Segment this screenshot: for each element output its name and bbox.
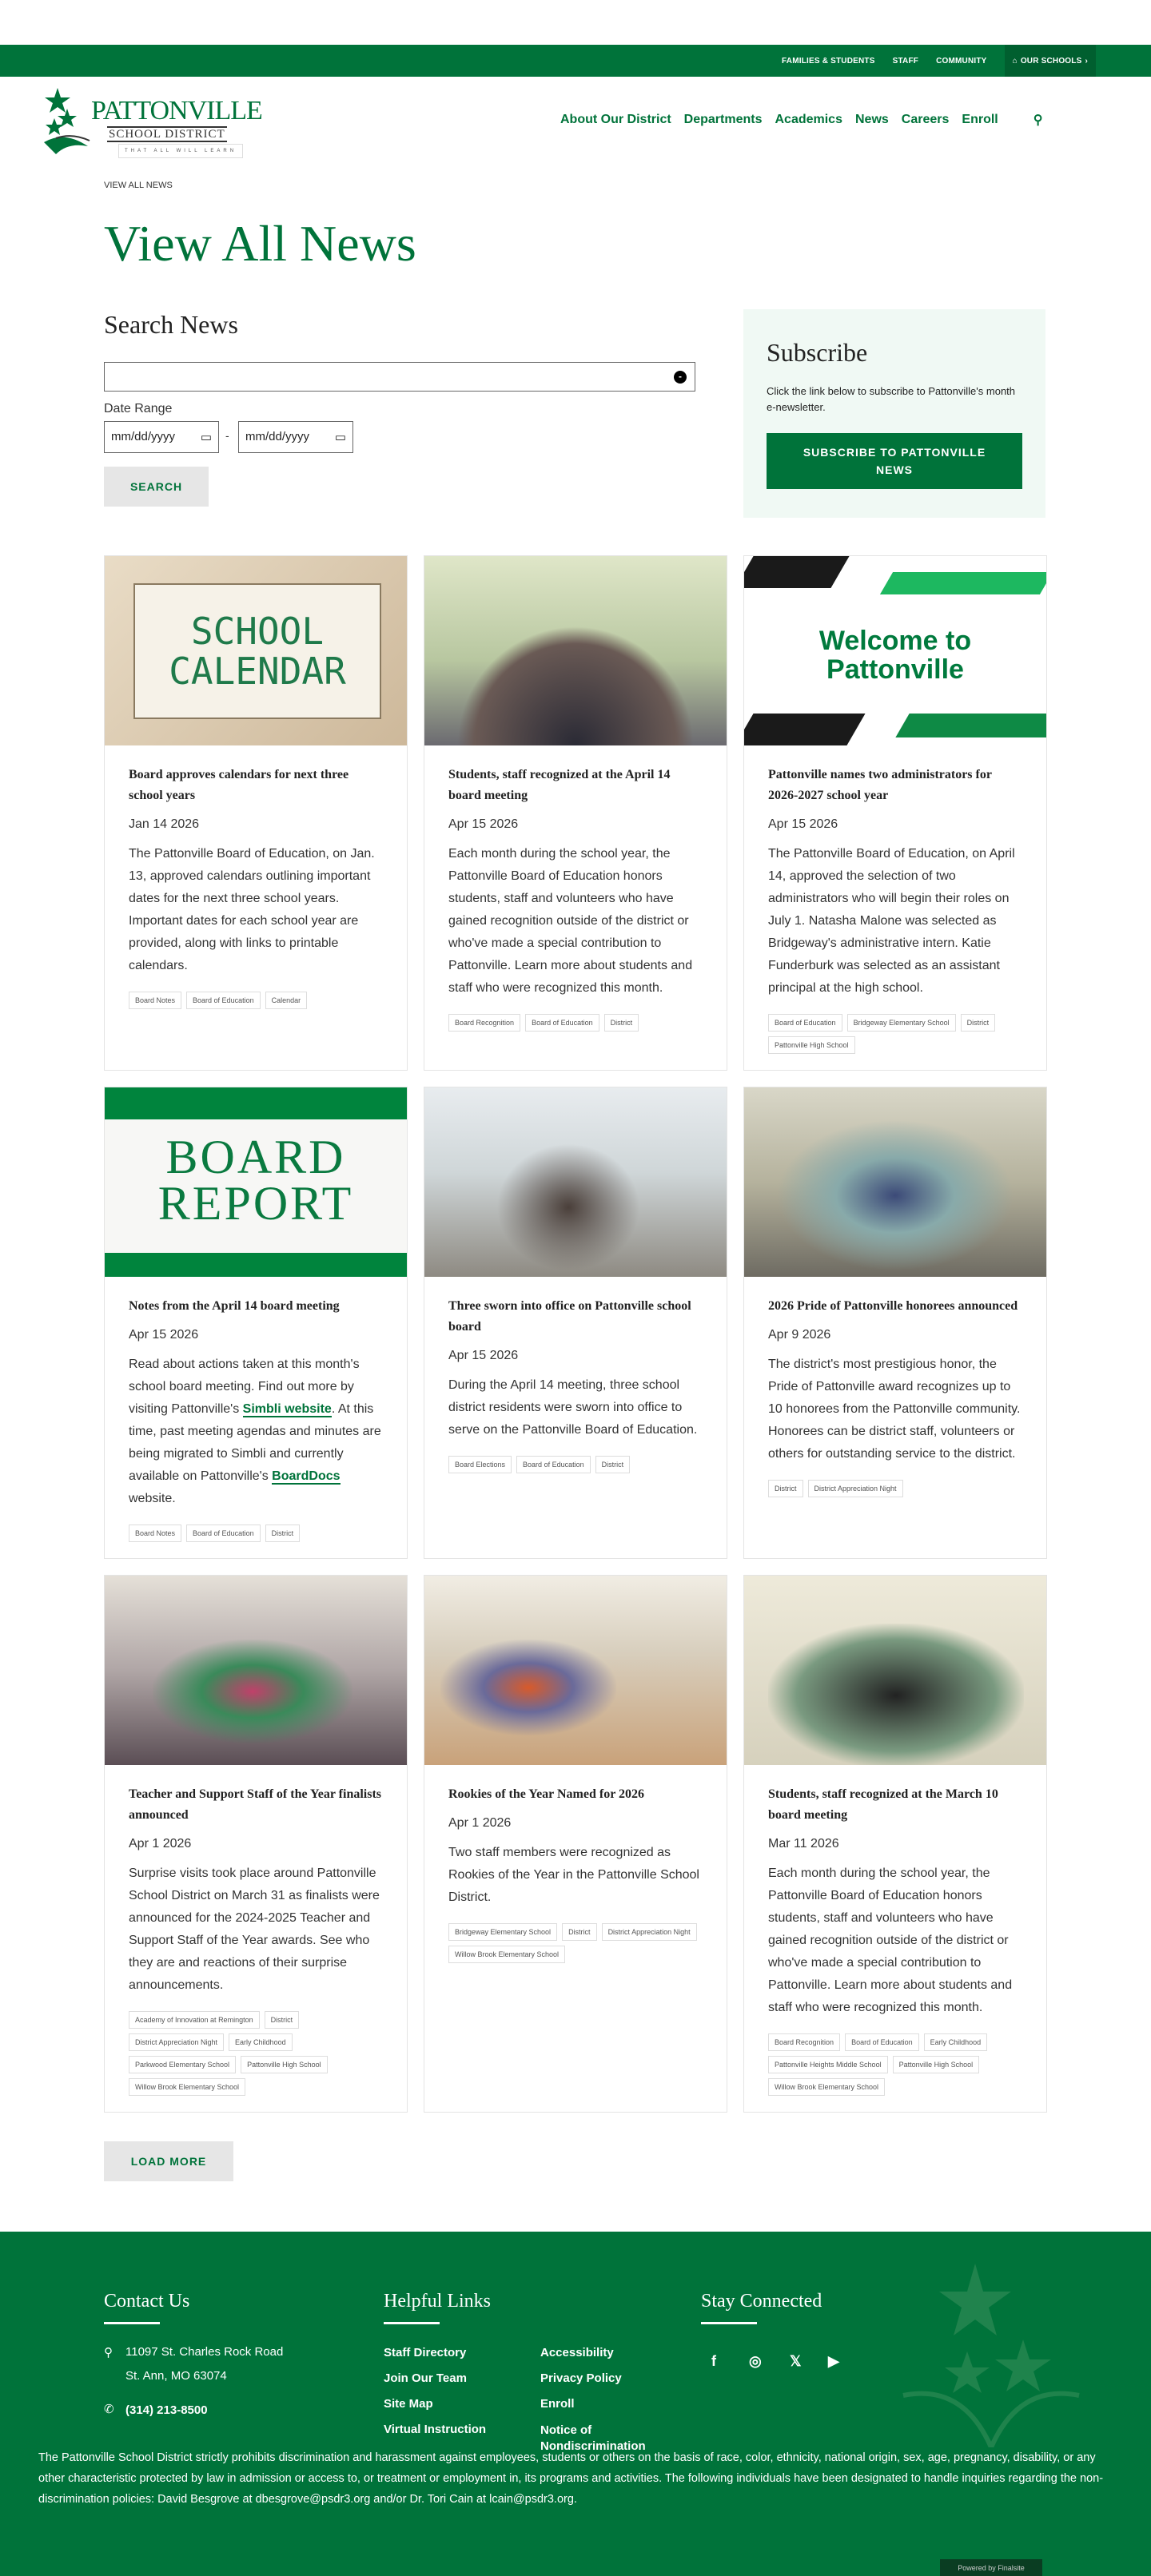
links-heading: Helpful Links — [384, 2291, 491, 2324]
nav-departments[interactable]: Departments — [683, 113, 763, 126]
logo-subtitle: SCHOOL DISTRICT — [109, 128, 225, 141]
card-tags — [448, 1456, 703, 1473]
card-body-text: The Pattonville Board of Education, on April 14, approved the selection of two administrators who will begin their roles on July 1. Natasha Malone was selected as Bridgeway's administrative intern. Katie Funderburk was selected as an assistant principal at the high school. — [768, 847, 1015, 995]
date-placeholder: mm/dd/yyyy — [111, 430, 176, 443]
card-image[interactable] — [105, 1087, 407, 1277]
breadcrumb[interactable]: VIEW ALL NEWS — [104, 181, 173, 190]
card-summary — [129, 843, 383, 977]
card-tag[interactable]: District — [562, 1923, 597, 1941]
util-link-staff[interactable]: STAFF — [892, 56, 919, 66]
facebook-icon[interactable]: f — [711, 2353, 716, 2369]
card-summary — [448, 843, 703, 1000]
card-image[interactable] — [105, 556, 407, 745]
card-title[interactable]: Pattonville names two administrators for 2026-2027 school year — [768, 768, 992, 802]
district-logo[interactable] — [40, 86, 261, 155]
card-title[interactable]: Students, staff recognized at the April 14 board meeting — [448, 768, 671, 802]
card-summary — [129, 1354, 383, 1510]
welcome-image-text: Welcome to Pattonville — [818, 626, 972, 685]
card-tags — [768, 2033, 1022, 2096]
card-tag[interactable]: Board Notes — [129, 1525, 181, 1542]
card-date: Apr 15 2026 — [448, 1349, 519, 1362]
card-tag[interactable]: Board Elections — [448, 1456, 512, 1473]
util-link-community[interactable]: COMMUNITY — [936, 56, 987, 66]
load-more-button[interactable]: LOAD MORE — [104, 2141, 233, 2181]
contact-heading: Contact Us — [104, 2291, 189, 2324]
chevron-right-icon: › — [1085, 56, 1088, 66]
card-date: Apr 9 2026 — [768, 1328, 831, 1342]
nav-academics[interactable]: Academics — [775, 113, 842, 126]
address-line1: 11097 St. Charles Rock Road — [125, 2345, 284, 2359]
news-card[interactable] — [424, 555, 727, 1071]
subscribe-button[interactable]: SUBSCRIBE TO PATTONVILLE NEWS — [767, 433, 1022, 489]
news-card[interactable] — [743, 1575, 1047, 2113]
card-tag[interactable]: District — [595, 1456, 631, 1473]
card-tag[interactable]: District Appreciation Night — [808, 1480, 903, 1497]
card-body-text: website. — [129, 1492, 176, 1505]
footer — [0, 2232, 1151, 2576]
calendar-image-text: SCHOOL CALENDAR — [133, 583, 381, 719]
card-body-text: The Pattonville Board of Education, on Jan. 13, approved calendars outlining important dates for the next three school years. Important dates for each school year are provided, along with links to printable calendars. — [129, 847, 375, 972]
phone-icon: ✆ — [104, 2403, 114, 2416]
search-heading: Search News — [104, 310, 238, 339]
card-title[interactable]: Students, staff recognized at the March 10 board meeting — [768, 1787, 998, 1822]
date-separator: - — [225, 429, 229, 442]
card-title[interactable]: Rookies of the Year Named for 2026 — [448, 1787, 645, 1801]
card-summary — [768, 843, 1022, 1000]
card-tag[interactable]: Calendar — [265, 992, 308, 1009]
main-nav — [560, 112, 1042, 128]
card-tag[interactable]: Academy of Innovation at Remington — [129, 2011, 260, 2029]
youtube-icon[interactable]: ▶ — [828, 2353, 839, 2369]
card-date: Jan 14 2026 — [129, 817, 200, 831]
instagram-icon[interactable]: ◎ — [749, 2353, 762, 2369]
card-tag[interactable]: Board Recognition — [448, 1014, 520, 1032]
card-date: Mar 11 2026 — [768, 1837, 839, 1851]
card-summary — [129, 1862, 383, 1997]
card-tags — [448, 1923, 703, 1963]
nav-news[interactable]: News — [854, 113, 889, 126]
news-card[interactable] — [104, 1087, 408, 1559]
card-tag[interactable]: Bridgeway Elementary School — [847, 1014, 956, 1032]
card-tag[interactable]: District — [265, 2011, 300, 2029]
card-title[interactable]: Teacher and Support Staff of the Year finalists announced — [129, 1787, 382, 1822]
card-body-text: During the April 14 meeting, three school district residents were sworn into office to serve on the Pattonville Board of Education. — [448, 1378, 698, 1437]
news-card[interactable] — [104, 555, 408, 1071]
card-image[interactable] — [424, 1576, 727, 1765]
link-join-team[interactable]: Join Our Team — [384, 2371, 467, 2385]
card-tag[interactable]: Willow Brook Elementary School — [448, 1946, 565, 1963]
card-date: Apr 15 2026 — [768, 817, 838, 831]
card-tag[interactable]: Early Childhood — [924, 2033, 988, 2051]
card-image[interactable] — [424, 556, 727, 745]
nav-careers[interactable]: Careers — [901, 113, 950, 126]
logo-tagline: THAT ALL WILL LEARN — [118, 144, 243, 158]
card-image[interactable] — [744, 1087, 1046, 1277]
news-section — [104, 555, 1047, 2181]
card-tags — [448, 1014, 703, 1032]
card-body-text: The district's most prestigious honor, the Pride of Pattonville award recognizes up to 10 honorees from the Pattonville community. Honorees can be district staff, volunteers or others for outstanding service to the district. — [768, 1358, 1021, 1461]
card-body-text: Two staff members were recognized as Rookies of the Year in the Pattonville School District. — [448, 1846, 699, 1904]
news-card[interactable] — [743, 555, 1047, 1071]
end-date-input[interactable] — [238, 421, 353, 453]
card-tag[interactable]: Board of Education — [525, 1014, 599, 1032]
card-tag[interactable]: District Appreciation Night — [602, 1923, 697, 1941]
card-date: Apr 15 2026 — [448, 817, 519, 831]
our-schools-label: OUR SCHOOLS — [1020, 56, 1082, 66]
card-tag[interactable]: Pattonville Heights Middle School — [768, 2056, 888, 2073]
card-image[interactable] — [744, 1576, 1046, 1765]
link-nondiscrimination[interactable]: Notice of Nondiscrimination — [540, 2423, 646, 2453]
link-privacy[interactable]: Privacy Policy — [540, 2371, 622, 2385]
card-title[interactable]: Notes from the April 14 board meeting — [129, 1299, 340, 1313]
card-body-text: Surprise visits took place around Pattonville School District on March 31 as finalists were announced for the 2024-2025 Teacher and Support Staff of the Year awards. See who they are and reactions of their surprise announcements. — [129, 1866, 380, 1992]
card-image[interactable] — [424, 1087, 727, 1277]
card-tag[interactable]: Board of Education — [845, 2033, 919, 2051]
card-summary — [448, 1842, 703, 1909]
card-tag[interactable]: Board of Education — [768, 1014, 842, 1032]
link-virtual-instruction[interactable]: Virtual Instruction — [384, 2423, 487, 2436]
news-card[interactable] — [743, 1087, 1047, 1559]
news-card[interactable] — [104, 1575, 408, 2113]
card-date: Apr 15 2026 — [129, 1328, 199, 1342]
card-tag[interactable]: Board of Education — [516, 1456, 591, 1473]
x-icon[interactable]: 𝕏 — [790, 2353, 802, 2369]
card-title[interactable]: Board approves calendars for next three school years — [129, 768, 349, 802]
card-tag[interactable]: District — [961, 1014, 996, 1032]
card-tag[interactable]: Bridgeway Elementary School — [448, 1923, 557, 1941]
clear-icon[interactable]: - — [674, 371, 687, 384]
card-tag[interactable]: Board of Education — [186, 992, 261, 1009]
stars-logo-icon — [40, 86, 96, 155]
card-tag[interactable]: Parkwood Elementary School — [129, 2056, 236, 2073]
card-tag[interactable]: Willow Brook Elementary School — [129, 2078, 245, 2096]
card-title[interactable]: Three sworn into office on Pattonville school board — [448, 1299, 691, 1334]
card-tag[interactable]: Pattonville High School — [893, 2056, 980, 2073]
subscribe-text: Click the link below to subscribe to Pattonville's month e-newsletter. — [767, 385, 1016, 413]
powered-by-badge[interactable]: Powered by Finalsite — [940, 2559, 1042, 2576]
card-tag[interactable]: District — [604, 1014, 639, 1032]
card-summary — [768, 1862, 1022, 2019]
logo-name: PATTONVILLE — [91, 96, 262, 125]
link-accessibility[interactable]: Accessibility — [540, 2346, 614, 2359]
nav-enroll[interactable]: Enroll — [962, 113, 998, 126]
link-enroll[interactable]: Enroll — [540, 2397, 575, 2411]
card-image[interactable] — [744, 556, 1046, 745]
date-range-label: Date Range — [104, 402, 173, 415]
link-staff-directory[interactable]: Staff Directory — [384, 2346, 467, 2359]
card-summary — [768, 1354, 1022, 1465]
calendar-icon[interactable]: ▭ — [200, 431, 212, 444]
card-tags — [768, 1014, 1022, 1054]
card-body-text: Each month during the school year, the Pattonville Board of Education honors students, staff and volunteers who have gained recognition outside of the district or who've made a special contribution to Pattonville. Learn more about students and staff who were recognized this month. — [768, 1866, 1013, 2014]
utility-bar — [0, 45, 1151, 77]
card-tag[interactable]: Board Recognition — [768, 2033, 840, 2051]
card-tags — [768, 1480, 1022, 1497]
card-tags — [129, 2011, 383, 2096]
subscribe-panel — [743, 309, 1045, 518]
news-card[interactable] — [424, 1087, 727, 1559]
start-date-input[interactable] — [104, 421, 219, 453]
card-title[interactable]: 2026 Pride of Pattonville honorees announced — [768, 1299, 1018, 1313]
address-line2: St. Ann, MO 63074 — [125, 2369, 227, 2383]
page-title: View All News — [104, 215, 416, 272]
link-site-map[interactable]: Site Map — [384, 2397, 433, 2411]
card-body-link[interactable]: Simbli website — [242, 1402, 332, 1416]
card-tag[interactable]: District — [265, 1525, 301, 1542]
card-tag[interactable]: Early Childhood — [229, 2033, 293, 2051]
card-body-text: . At this time, past meeting agendas and minutes are being migrated to Simbli and currently available on Pattonville's — [129, 1402, 381, 1483]
board-report-image-text: BOARD REPORT — [157, 1131, 354, 1230]
phone-link[interactable]: (314) 213-8500 — [125, 2403, 208, 2417]
search-button[interactable]: SEARCH — [104, 467, 209, 507]
card-date: Apr 1 2026 — [448, 1816, 512, 1830]
card-tag[interactable]: District — [768, 1480, 803, 1497]
card-tag[interactable]: Pattonville High School — [241, 2056, 328, 2073]
card-tag[interactable]: Pattonville High School — [768, 1036, 855, 1054]
card-tag[interactable]: Board of Education — [186, 1525, 261, 1542]
card-body-text: Read about actions taken at this month's school board meeting. Find out more by visiting Pattonville's — [129, 1358, 360, 1416]
nondiscrimination-notice: The Pattonville School District strictly prohibits discrimination and harassment against employees, students or others on the basis of race, color, ethnicity, national origin, sex, age, pregnancy, disability, or any other characteristic protected by law in admission or access to, or treatment or employment in, its programs and activities. The following individuals have been designated to handle inquiries regarding the non-discrimination policies: David Besgrove at dbesgrove@psdr3.org and/or Dr. Tori Cain at lcain@psdr3.org. — [38, 2451, 1104, 2506]
card-tags — [129, 1525, 383, 1542]
nav-about[interactable]: About Our District — [560, 113, 671, 126]
school-icon: ⌂ — [1012, 56, 1018, 66]
card-tag[interactable]: District Appreciation Night — [129, 2033, 224, 2051]
card-summary — [448, 1374, 703, 1441]
card-body-text: Each month during the school year, the Pattonville Board of Education honors students, staff and volunteers who have gained recognition outside of the district or who've made a special contribution to Pattonville. Learn more about students and staff who were recognized this month. — [448, 847, 693, 995]
news-card[interactable] — [424, 1575, 727, 2113]
news-grid — [104, 555, 1047, 2113]
date-placeholder: mm/dd/yyyy — [245, 430, 310, 443]
subscribe-heading: Subscribe — [767, 338, 868, 367]
card-body-link[interactable]: BoardDocs — [272, 1469, 341, 1483]
card-tag[interactable]: Willow Brook Elementary School — [768, 2078, 885, 2096]
util-link-families[interactable]: FAMILIES & STUDENTS — [782, 56, 875, 66]
our-schools-button[interactable] — [1005, 45, 1096, 77]
card-date: Apr 1 2026 — [129, 1837, 192, 1851]
card-tag[interactable]: Board Notes — [129, 992, 181, 1009]
card-image[interactable] — [105, 1576, 407, 1765]
search-icon[interactable]: ⚲ — [1033, 113, 1043, 127]
social-heading: Stay Connected — [701, 2291, 822, 2324]
location-icon: ⚲ — [104, 2346, 113, 2359]
card-tags — [129, 992, 383, 1009]
footer-stars-icon — [899, 2264, 1083, 2447]
search-input[interactable] — [104, 362, 695, 392]
calendar-icon[interactable]: ▭ — [334, 431, 346, 444]
